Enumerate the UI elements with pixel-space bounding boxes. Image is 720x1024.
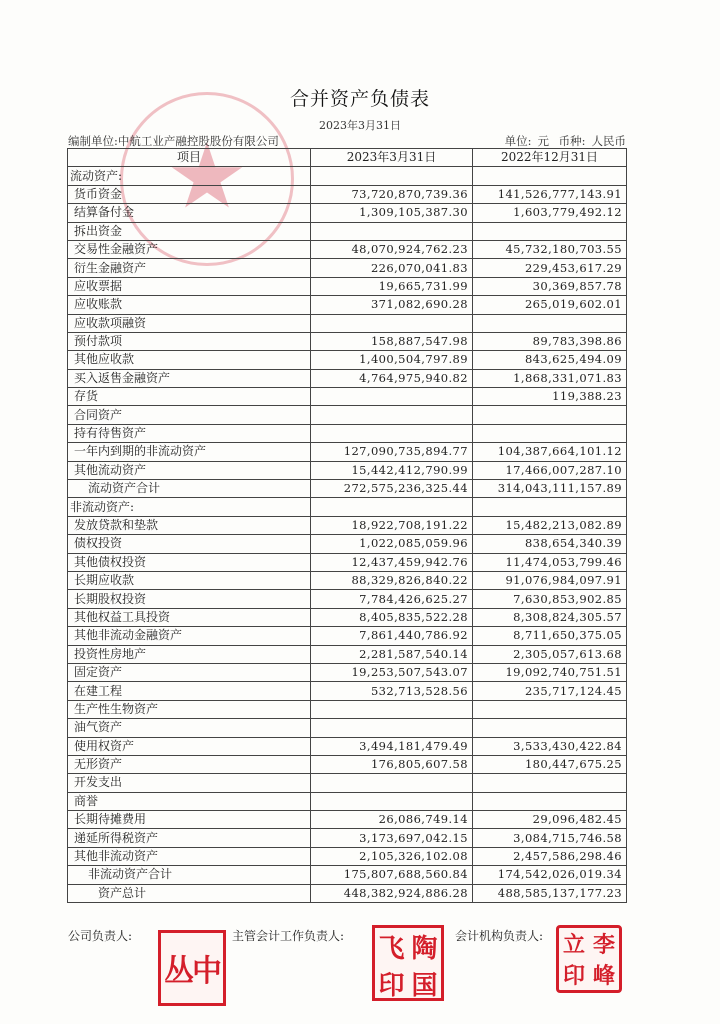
row-item-name: 发放贷款和垫款 xyxy=(68,516,311,534)
row-current-value: 158,887,547.98 xyxy=(311,332,473,350)
row-item-name: 其他非流动金融资产 xyxy=(68,627,311,645)
company-label: 编制单位: xyxy=(68,134,118,148)
row-current-value: 48,070,924,762.23 xyxy=(311,240,473,258)
table-row xyxy=(68,277,627,295)
row-current-value xyxy=(311,774,473,792)
row-current-value: 3,494,181,479.49 xyxy=(311,737,473,755)
row-previous-value: 838,654,340.39 xyxy=(473,535,627,553)
table-row xyxy=(68,167,627,185)
column-header-item: 项目 xyxy=(68,149,311,167)
unit-label: 单位: xyxy=(504,134,532,148)
table-row xyxy=(68,443,627,461)
table-row xyxy=(68,866,627,884)
row-previous-value: 1,868,331,071.83 xyxy=(473,369,627,387)
row-previous-value: 843,625,494.09 xyxy=(473,351,627,369)
row-item-name: 固定资产 xyxy=(68,663,311,681)
table-row xyxy=(68,535,627,553)
row-previous-value xyxy=(473,424,627,442)
table-row xyxy=(68,388,627,406)
row-current-value: 26,086,749.14 xyxy=(311,811,473,829)
table-row xyxy=(68,811,627,829)
row-previous-value xyxy=(473,222,627,240)
table-row xyxy=(68,700,627,718)
row-previous-value: 488,585,137,177.23 xyxy=(473,884,627,902)
row-previous-value xyxy=(473,406,627,424)
row-item-name: 其他应收款 xyxy=(68,351,311,369)
seal-company-head: 丛中 xyxy=(158,930,226,1006)
row-previous-value: 11,474,053,799.46 xyxy=(473,553,627,571)
table-row xyxy=(68,829,627,847)
row-item-name: 应收票据 xyxy=(68,277,311,295)
row-current-value: 176,805,607.58 xyxy=(311,755,473,773)
row-item-name: 商誉 xyxy=(68,792,311,810)
row-previous-value: 229,453,617.29 xyxy=(473,259,627,277)
table-row xyxy=(68,480,627,498)
row-current-value: 15,442,412,790.99 xyxy=(311,461,473,479)
seal-char: 李 xyxy=(592,933,615,958)
table-row xyxy=(68,719,627,737)
row-current-value xyxy=(311,167,473,185)
row-item-name: 其他流动资产 xyxy=(68,461,311,479)
seal-char: 印 xyxy=(562,964,585,989)
page-title: 合并资产负债表 xyxy=(289,88,430,110)
row-current-value xyxy=(311,406,473,424)
row-item-name: 流动资产合计 xyxy=(68,480,311,498)
row-current-value: 7,784,426,625.27 xyxy=(311,590,473,608)
table-row xyxy=(68,682,627,700)
table-row xyxy=(68,185,627,203)
row-previous-value: 235,717,124.45 xyxy=(473,682,627,700)
table-row xyxy=(68,314,627,332)
row-item-name: 无形资产 xyxy=(68,755,311,773)
row-item-name: 结算备付金 xyxy=(68,204,311,222)
row-current-value: 175,807,688,560.84 xyxy=(311,866,473,884)
row-previous-value: 265,019,602.01 xyxy=(473,296,627,314)
balance-sheet-table xyxy=(67,148,627,903)
column-header-current: 2023年3月31日 xyxy=(311,149,473,167)
row-previous-value xyxy=(473,167,627,185)
row-current-value: 88,329,826,840.22 xyxy=(311,571,473,589)
row-previous-value: 19,092,740,751.51 xyxy=(473,663,627,681)
table-row xyxy=(68,737,627,755)
row-current-value xyxy=(311,222,473,240)
table-header-row xyxy=(68,149,627,167)
row-item-name: 开发支出 xyxy=(68,774,311,792)
row-current-value: 12,437,459,942.76 xyxy=(311,553,473,571)
seal-char: 飞 xyxy=(378,934,405,964)
row-item-name: 存货 xyxy=(68,388,311,406)
row-current-value: 8,405,835,522.28 xyxy=(311,608,473,626)
row-current-value xyxy=(311,498,473,516)
row-previous-value: 45,732,180,703.55 xyxy=(473,240,627,258)
row-previous-value: 174,542,026,019.34 xyxy=(473,866,627,884)
row-current-value: 18,922,708,191.22 xyxy=(311,516,473,534)
row-current-value xyxy=(311,424,473,442)
table-row xyxy=(68,663,627,681)
currency-label: 币种: xyxy=(558,134,586,148)
row-item-name: 其他非流动资产 xyxy=(68,847,311,865)
seal-char: 陶 xyxy=(411,934,438,964)
table-row xyxy=(68,461,627,479)
row-item-name: 非流动资产: xyxy=(68,498,311,516)
table-row xyxy=(68,884,627,902)
row-item-name: 一年内到期的非流动资产 xyxy=(68,443,311,461)
row-item-name: 流动资产: xyxy=(68,167,311,185)
row-item-name: 长期待摊费用 xyxy=(68,811,311,829)
row-previous-value: 2,457,586,298.46 xyxy=(473,847,627,865)
row-item-name: 买入返售金融资产 xyxy=(68,369,311,387)
row-previous-value: 2,305,057,613.68 xyxy=(473,645,627,663)
seal-accounting-org-head xyxy=(556,925,622,993)
table-row xyxy=(68,516,627,534)
row-previous-value: 30,369,857.78 xyxy=(473,277,627,295)
row-current-value xyxy=(311,792,473,810)
row-item-name: 应收款项融资 xyxy=(68,314,311,332)
row-previous-value: 29,096,482.45 xyxy=(473,811,627,829)
row-item-name: 债权投资 xyxy=(68,535,311,553)
row-previous-value: 180,447,675.25 xyxy=(473,755,627,773)
row-previous-value xyxy=(473,774,627,792)
row-previous-value xyxy=(473,498,627,516)
row-current-value: 448,382,924,886.28 xyxy=(311,884,473,902)
table-row xyxy=(68,222,627,240)
row-previous-value: 17,466,007,287.10 xyxy=(473,461,627,479)
table-row xyxy=(68,608,627,626)
table-row xyxy=(68,553,627,571)
row-current-value xyxy=(311,719,473,737)
row-previous-value: 8,308,824,305.57 xyxy=(473,608,627,626)
table-row xyxy=(68,847,627,865)
table-row xyxy=(68,332,627,350)
accounting-head-label: 主管会计工作负责人: xyxy=(232,929,345,943)
table-row xyxy=(68,792,627,810)
row-previous-value: 15,482,213,082.89 xyxy=(473,516,627,534)
row-current-value: 3,173,697,042.15 xyxy=(311,829,473,847)
seal-char: 峰 xyxy=(592,964,615,989)
row-item-name: 其他权益工具投资 xyxy=(68,608,311,626)
row-item-name: 持有待售资产 xyxy=(68,424,311,442)
row-previous-value: 8,711,650,375.05 xyxy=(473,627,627,645)
row-previous-value xyxy=(473,792,627,810)
row-previous-value: 3,533,430,422.84 xyxy=(473,737,627,755)
row-previous-value: 141,526,777,143.91 xyxy=(473,185,627,203)
row-item-name: 使用权资产 xyxy=(68,737,311,755)
table-row xyxy=(68,774,627,792)
row-item-name: 递延所得税资产 xyxy=(68,829,311,847)
report-date: 2023年3月31日 xyxy=(319,119,401,132)
company-head-label: 公司负责人: xyxy=(68,929,133,943)
row-current-value: 1,022,085,059.96 xyxy=(311,535,473,553)
row-current-value xyxy=(311,700,473,718)
table-row xyxy=(68,351,627,369)
row-current-value: 7,861,440,786.92 xyxy=(311,627,473,645)
table-row xyxy=(68,424,627,442)
row-previous-value xyxy=(473,700,627,718)
seal-char: 国 xyxy=(411,971,438,1001)
row-item-name: 非流动资产合计 xyxy=(68,866,311,884)
table-row xyxy=(68,296,627,314)
row-current-value: 2,105,326,102.08 xyxy=(311,847,473,865)
table-row xyxy=(68,498,627,516)
row-current-value: 1,400,504,797.89 xyxy=(311,351,473,369)
row-current-value: 127,090,735,894.77 xyxy=(311,443,473,461)
table-row xyxy=(68,369,627,387)
row-previous-value: 89,783,398.86 xyxy=(473,332,627,350)
row-previous-value: 91,076,984,097.91 xyxy=(473,571,627,589)
row-item-name: 长期应收款 xyxy=(68,571,311,589)
row-current-value xyxy=(311,388,473,406)
row-previous-value: 1,603,779,492.12 xyxy=(473,204,627,222)
accounting-org-head-label: 会计机构负责人: xyxy=(455,929,544,943)
currency-value: 人民币 xyxy=(591,134,626,148)
row-item-name: 资产总计 xyxy=(68,884,311,902)
row-item-name: 应收账款 xyxy=(68,296,311,314)
row-item-name: 其他债权投资 xyxy=(68,553,311,571)
row-current-value: 19,665,731.99 xyxy=(311,277,473,295)
row-item-name: 在建工程 xyxy=(68,682,311,700)
seal-char: 印 xyxy=(378,971,405,1001)
table-row xyxy=(68,755,627,773)
row-current-value: 4,764,975,940.82 xyxy=(311,369,473,387)
row-current-value: 226,070,041.83 xyxy=(311,259,473,277)
row-previous-value xyxy=(473,719,627,737)
table-row xyxy=(68,627,627,645)
table-row xyxy=(68,406,627,424)
row-current-value: 371,082,690.28 xyxy=(311,296,473,314)
row-item-name: 投资性房地产 xyxy=(68,645,311,663)
row-current-value: 73,720,870,739.36 xyxy=(311,185,473,203)
row-current-value xyxy=(311,314,473,332)
row-item-name: 衍生金融资产 xyxy=(68,259,311,277)
table-row xyxy=(68,259,627,277)
table-row xyxy=(68,645,627,663)
table-row xyxy=(68,571,627,589)
row-current-value: 532,713,528.56 xyxy=(311,682,473,700)
row-item-name: 拆出资金 xyxy=(68,222,311,240)
row-previous-value: 3,084,715,746.58 xyxy=(473,829,627,847)
row-previous-value: 314,043,111,157.89 xyxy=(473,480,627,498)
row-item-name: 油气资产 xyxy=(68,719,311,737)
row-current-value: 19,253,507,543.07 xyxy=(311,663,473,681)
row-current-value: 272,575,236,325.44 xyxy=(311,480,473,498)
row-item-name: 预付款项 xyxy=(68,332,311,350)
row-previous-value: 104,387,664,101.12 xyxy=(473,443,627,461)
unit-value: 元 xyxy=(537,134,549,148)
row-current-value: 1,309,105,387.30 xyxy=(311,204,473,222)
seal-char: 立 xyxy=(562,933,585,958)
column-header-previous: 2022年12月31日 xyxy=(473,149,627,167)
row-item-name: 生产性生物资产 xyxy=(68,700,311,718)
row-previous-value xyxy=(473,314,627,332)
row-current-value: 2,281,587,540.14 xyxy=(311,645,473,663)
row-item-name: 合同资产 xyxy=(68,406,311,424)
row-previous-value: 7,630,853,902.85 xyxy=(473,590,627,608)
row-previous-value: 119,388.23 xyxy=(473,388,627,406)
seal-accounting-head xyxy=(372,925,444,1001)
table-row xyxy=(68,204,627,222)
row-item-name: 交易性金融资产 xyxy=(68,240,311,258)
table-row xyxy=(68,590,627,608)
company-name: 中航工业产融控股股份有限公司 xyxy=(117,134,279,148)
table-row xyxy=(68,240,627,258)
row-item-name: 长期股权投资 xyxy=(68,590,311,608)
row-item-name: 货币资金 xyxy=(68,185,311,203)
